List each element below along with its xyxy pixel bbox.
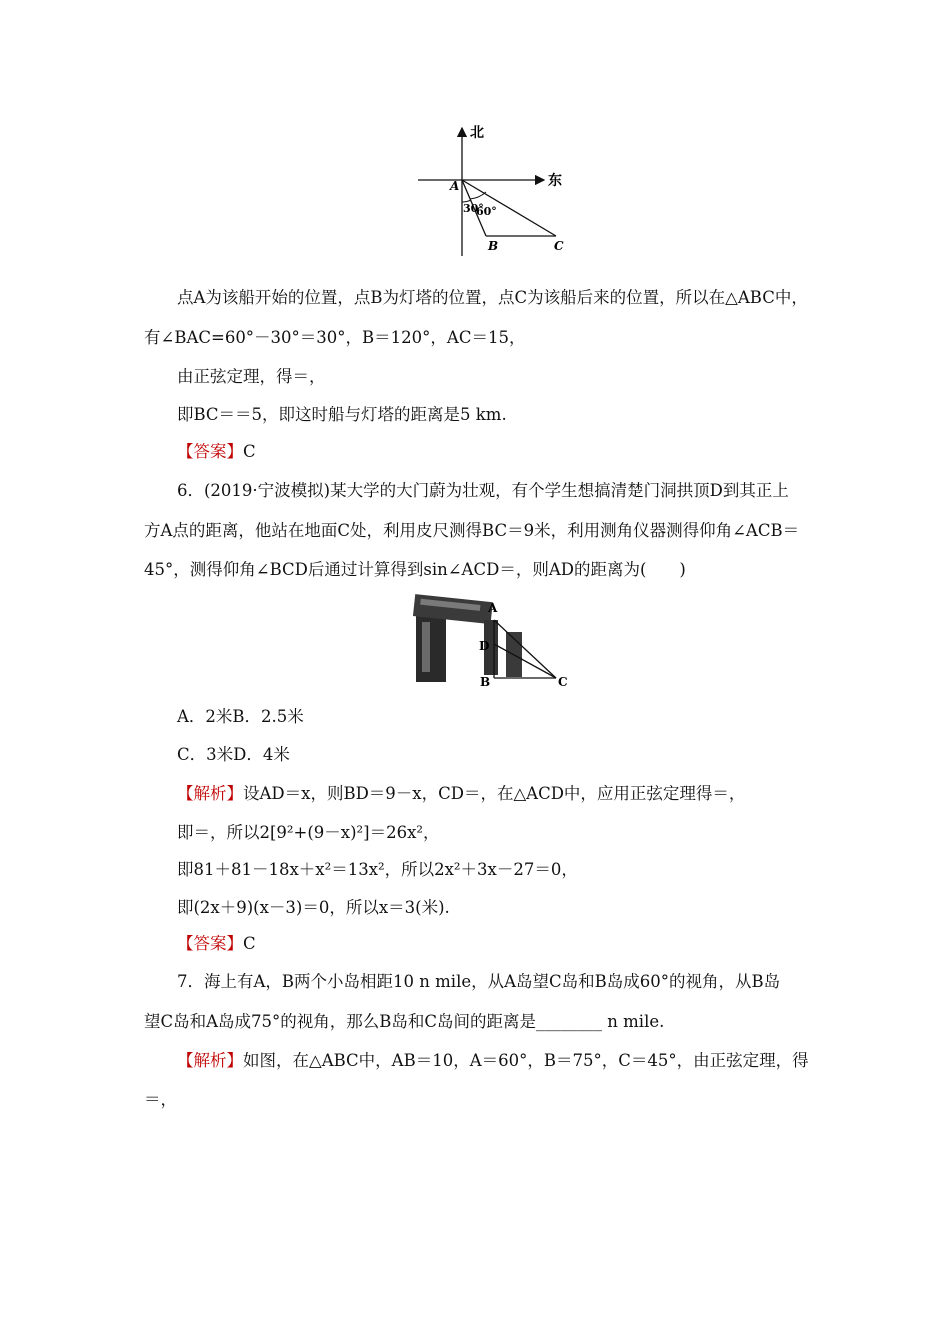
point-b-label: B [480,675,491,689]
solution-line: 【解析】如图，在△ABC中，AB＝10，A＝60°，B＝75°，C＝45°，由正弦定理，得 [177,1051,809,1070]
question-7-line: 望C岛和A岛成75°的视角，那么B岛和C岛间的距离是________ n mile. [144,1012,665,1031]
point-a-label: A [450,179,460,193]
text-line: 有∠BAC=60°－30°＝30°，B＝120°，AC＝15， [144,328,526,347]
text-line: 即BC＝＝5，即这时船与灯塔的距离是5 km. [177,405,507,424]
east-label: 东 [548,173,562,189]
answer-value: C [243,442,256,461]
point-b-label: B [488,239,499,253]
solution-line: 【解析】设AD＝x，则BD＝9－x，CD＝，在△ACD中，应用正弦定理得＝， [177,784,746,803]
solution-line: 即＝，所以2[9²+(9－x)²]＝26x²， [177,823,440,842]
point-c-label: C [554,239,564,253]
question-7-line: 7．海上有A，B两个小岛相距10 n mile，从A岛望C岛和B岛成60°的视角，从B岛 [177,972,781,991]
solution-line: ＝， [144,1090,177,1109]
bearing-diagram [410,120,580,260]
angle-60-label: 60° [476,205,497,218]
answer-line [177,441,256,463]
options-line: C．3米D．4米 [177,745,290,764]
answer-line [177,933,256,955]
gate-left-pillar [416,612,446,682]
point-c-label: C [558,675,568,689]
options-line: A．2米B．2.5米 [177,707,304,726]
solution-line: 即(2x＋9)(x－3)＝0，所以x＝3(米). [177,898,450,917]
solution-line: 即81＋81－18x＋x²＝13x²，所以2x²＋3x－27＝0， [177,860,578,879]
solution-tag: 【解析】 [177,1051,243,1070]
text-line: 由正弦定理，得＝， [177,367,326,386]
answer-tag: 【答案】 [177,934,243,953]
question-6-line: 方A点的距离，他站在地面C处，利用皮尺测得BC＝9米，利用测角仪器测得仰角∠ACB＝ [144,521,800,540]
answer-value: C [243,934,256,953]
point-d-label: D [479,639,490,653]
gate-arch-figure [412,592,578,692]
point-a-label: A [488,601,498,615]
question-6-line: 45°，测得仰角∠BCD后通过计算得到sin∠ACD＝，则AD的距离为( ) [144,560,686,579]
answer-tag: 【答案】 [177,442,243,461]
solution-tag: 【解析】 [177,784,243,803]
angle-30-label: 30° [463,202,484,215]
question-6-line: 6．(2019·宁波模拟)某大学的大门蔚为壮观，有个学生想搞清楚门洞拱顶D到其正上 [177,481,789,500]
north-label: 北 [470,125,484,141]
text-line: 点A为该船开始的位置，点B为灯塔的位置，点C为该船后来的位置，所以在△ABC中， [177,288,808,307]
